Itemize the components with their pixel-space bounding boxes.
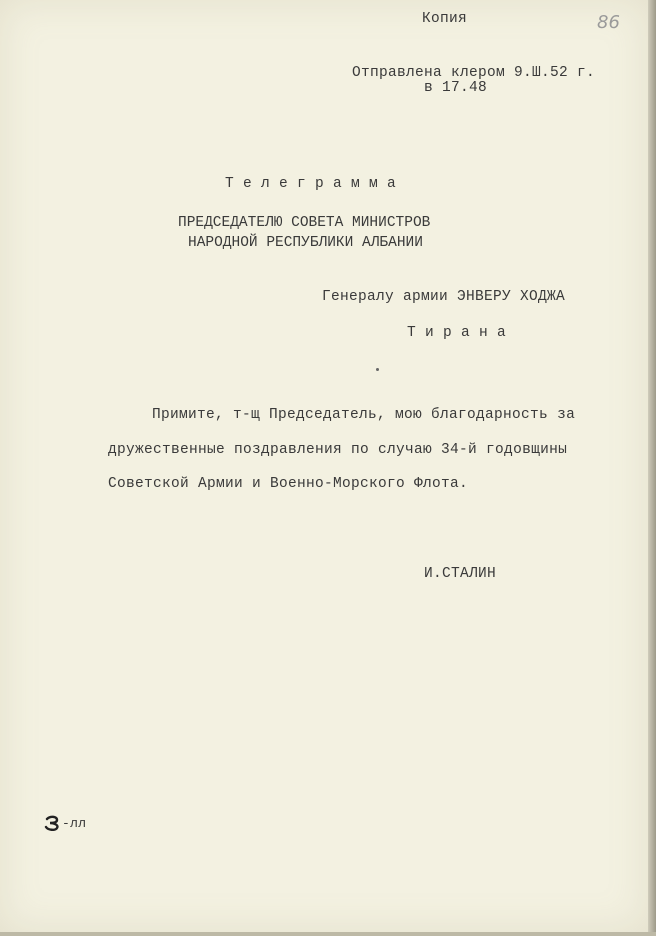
body-line-1: Примите, т-щ Председатель, мою благодарность за (152, 407, 576, 423)
page-edge-shadow (648, 0, 656, 936)
recipient-line: Генералу армии ЭНВЕРУ ХОДЖА (322, 289, 566, 305)
typist-mark: -лл (62, 816, 87, 831)
body-line-3: Советской Армии и Военно-Морского Флота. (108, 476, 469, 492)
body-line-2: дружественные поздравления по случаю 34-й годовщины (108, 442, 568, 458)
telegram-title: Т е л е г р а м м а (225, 176, 397, 192)
page-bottom-edge (0, 932, 656, 936)
sent-line-1: Отправлена клером 9.Ш.52 г. (352, 65, 596, 81)
ink-dot (376, 368, 379, 371)
addressee-line-2: НАРОДНОЙ РЕСПУБЛИКИ АЛБАНИИ (188, 235, 423, 251)
archive-page-number: 86 (597, 12, 620, 33)
addressee-line-1: ПРЕДСЕДАТЕЛЮ СОВЕТА МИНИСТРОВ (178, 215, 431, 231)
signature: И.СТАЛИН (424, 566, 497, 582)
typist-initial-mark (44, 815, 62, 831)
copy-label: Копия (422, 11, 468, 27)
city-line: Т и р а н а (407, 325, 507, 341)
sent-line-2: в 17.48 (424, 80, 488, 96)
